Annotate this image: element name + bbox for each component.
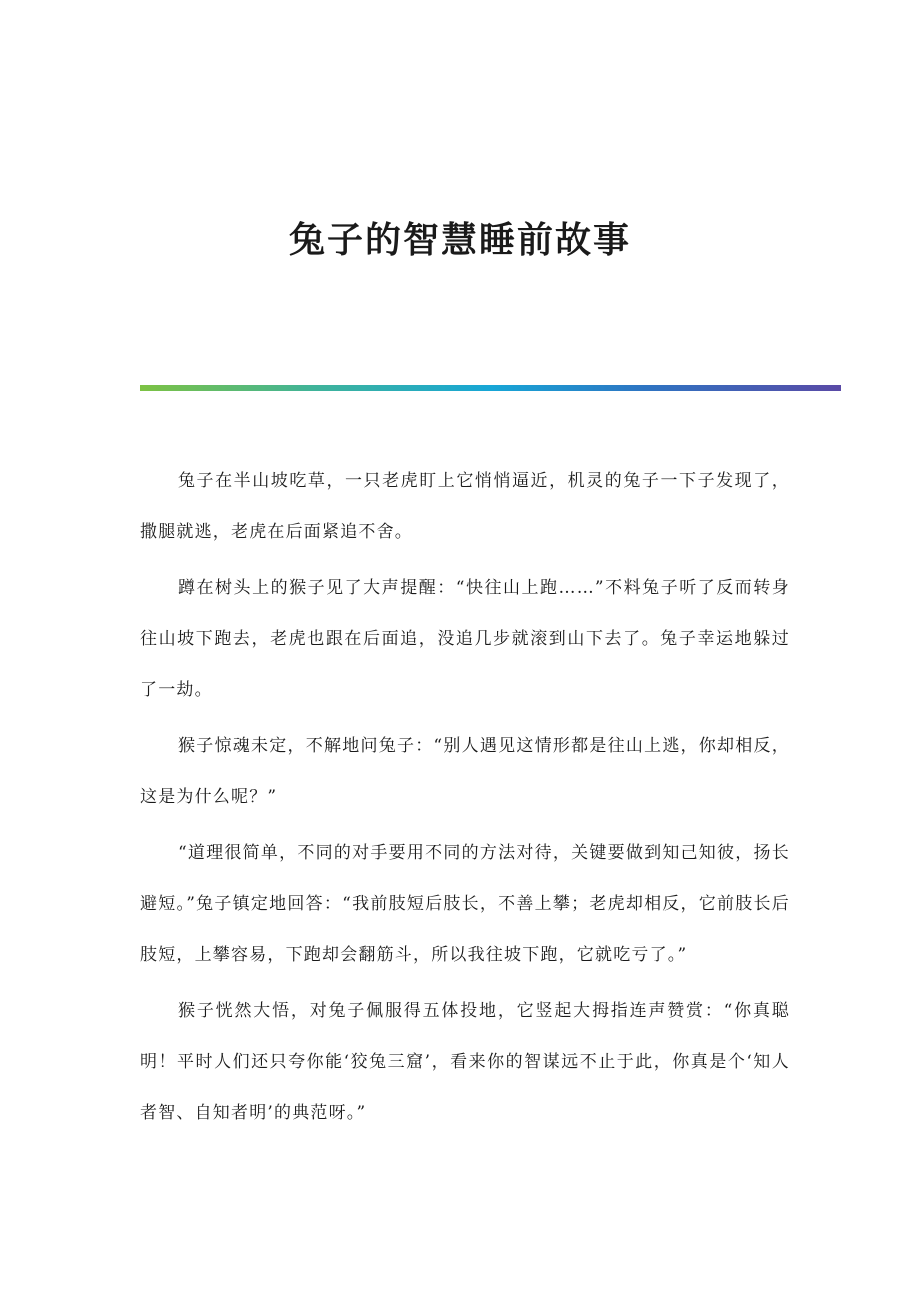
- paragraph: 兔子在半山坡吃草，一只老虎盯上它悄悄逼近，机灵的兔子一下子发现了，撒腿就逃，老虎在后面紧追不舍。: [140, 471, 790, 542]
- gradient-divider: [140, 385, 841, 391]
- paragraph: 蹲在树头上的猴子见了大声提醒：“快往山上跑……”不料兔子听了反而转身往山坡下跑去，老虎也跟在后面追，没追几步就滚到山下去了。兔子幸运地躲过了一劫。: [140, 578, 790, 700]
- paragraph: 猴子惊魂未定，不解地问兔子：“别人遇见这情形都是往山上逃，你却相反，这是为什么呢？”: [140, 736, 790, 807]
- story-body: [140, 456, 790, 1144]
- paragraph: 猴子恍然大悟，对兔子佩服得五体投地，它竖起大拇指连声赞赏：“你真聪明！平时人们还只夸你能‘狡兔三窟’，看来你的智谋远不止于此，你真是个‘知人者智、自知者明’的典范呀。”: [140, 1001, 790, 1123]
- document-title: 兔子的智慧睡前故事: [288, 219, 631, 261]
- paragraph: “道理很简单，不同的对手要用不同的方法对待，关键要做到知己知彼，扬长避短。”兔子镇定地回答：“我前肢短后肢长，不善上攀；老虎却相反，它前肢长后肢短，上攀容易，下跑却会翻筋斗，所以我往坡下跑，它就吃亏了。”: [140, 843, 790, 965]
